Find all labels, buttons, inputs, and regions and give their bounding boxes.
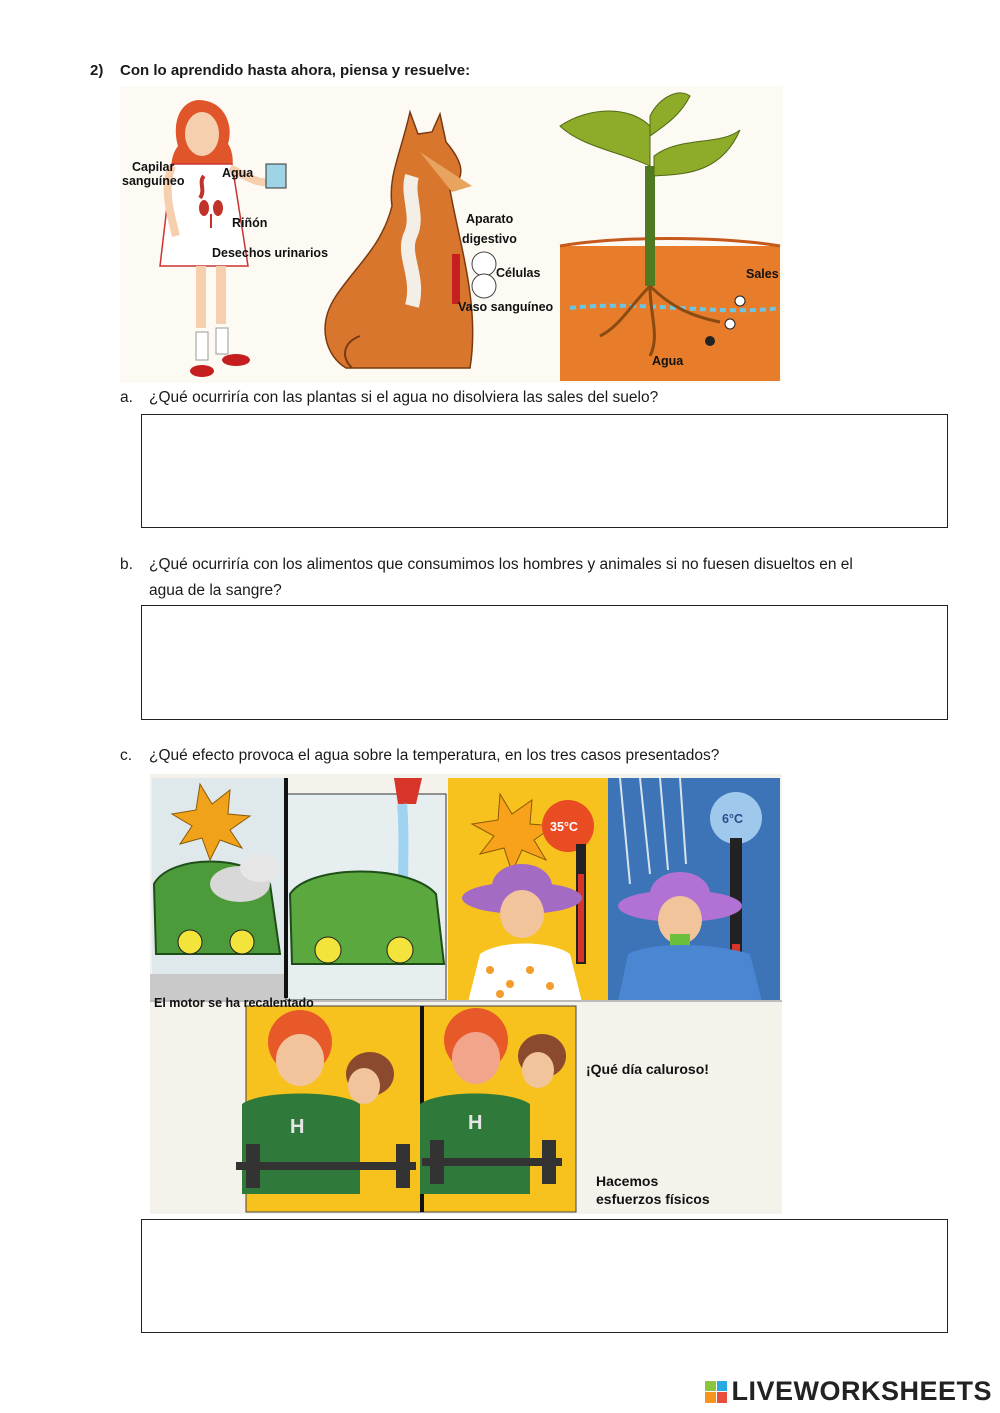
question-c-text: ¿Qué efecto provoca el agua sobre la temperatura, en los tres casos presentados? xyxy=(149,747,720,764)
label-caluroso: ¡Qué día caluroso! xyxy=(586,1061,709,1077)
shirt-letter-1: H xyxy=(290,1116,305,1138)
answer-box-c[interactable] xyxy=(141,1219,948,1333)
label-agua-plant: Agua xyxy=(652,354,684,368)
label-desechos: Desechos urinarios xyxy=(212,246,329,260)
liveworksheets-logo[interactable] xyxy=(705,1376,992,1407)
logo-square-red xyxy=(717,1392,728,1403)
label-sales: Sales xyxy=(746,267,779,281)
question-b xyxy=(120,552,950,604)
label-motor: El motor se ha recalentado xyxy=(154,996,314,1010)
question-b-text-line1: ¿Qué ocurriría con los alimentos que consumimos los hombres y animales si no fuesen disueltos en el xyxy=(149,556,853,573)
liveworksheets-logo-icon xyxy=(705,1381,727,1403)
label-hacemos: Hacemos xyxy=(596,1173,659,1189)
question-a-text: ¿Qué ocurriría con las plantas si el agua no disolviera las sales del suelo? xyxy=(149,389,659,406)
label-vaso: Vaso sanguíneo xyxy=(458,300,554,314)
section-title: Con lo aprendido hasta ahora, piensa y resuelve: xyxy=(120,62,471,79)
label-agua-girl: Agua xyxy=(222,166,254,180)
shirt-letter-2: H xyxy=(468,1112,483,1134)
label-rinon: Riñón xyxy=(232,216,268,230)
illustration-temperature-cases xyxy=(150,774,782,1214)
logo-square-green xyxy=(705,1381,716,1392)
answer-box-a[interactable] xyxy=(141,414,948,528)
logo-square-orange xyxy=(705,1392,716,1403)
label-digestivo: digestivo xyxy=(462,232,517,246)
question-b-text-line2: agua de la sangre? xyxy=(149,582,282,599)
question-c xyxy=(120,743,940,769)
illustration-temperature-drawing xyxy=(150,774,782,1214)
label-sanguineo: sanguíneo xyxy=(122,174,185,188)
section-heading xyxy=(90,62,470,79)
illustration-water-functions-drawing xyxy=(120,86,783,383)
answer-input-a[interactable] xyxy=(142,415,947,527)
logo-square-blue xyxy=(717,1381,728,1392)
question-b-letter: b. xyxy=(120,556,133,573)
label-capilar: Capilar xyxy=(132,160,175,174)
section-number: 2) xyxy=(90,62,104,79)
label-temp-hot: 35°C xyxy=(550,820,578,834)
answer-box-b[interactable] xyxy=(141,605,948,720)
liveworksheets-brand-text: LIVEWORKSHEETS xyxy=(731,1376,992,1406)
question-a-letter: a. xyxy=(120,389,133,406)
answer-input-b[interactable] xyxy=(142,606,947,719)
label-aparato: Aparato xyxy=(466,212,514,226)
label-esfuerzos: esfuerzos físicos xyxy=(596,1191,710,1207)
illustration-water-functions xyxy=(120,86,783,383)
question-a xyxy=(120,385,940,411)
question-c-letter: c. xyxy=(120,747,133,764)
label-celulas: Células xyxy=(496,266,541,280)
label-temp-cold: 6°C xyxy=(722,812,743,826)
answer-input-c[interactable] xyxy=(142,1220,947,1332)
